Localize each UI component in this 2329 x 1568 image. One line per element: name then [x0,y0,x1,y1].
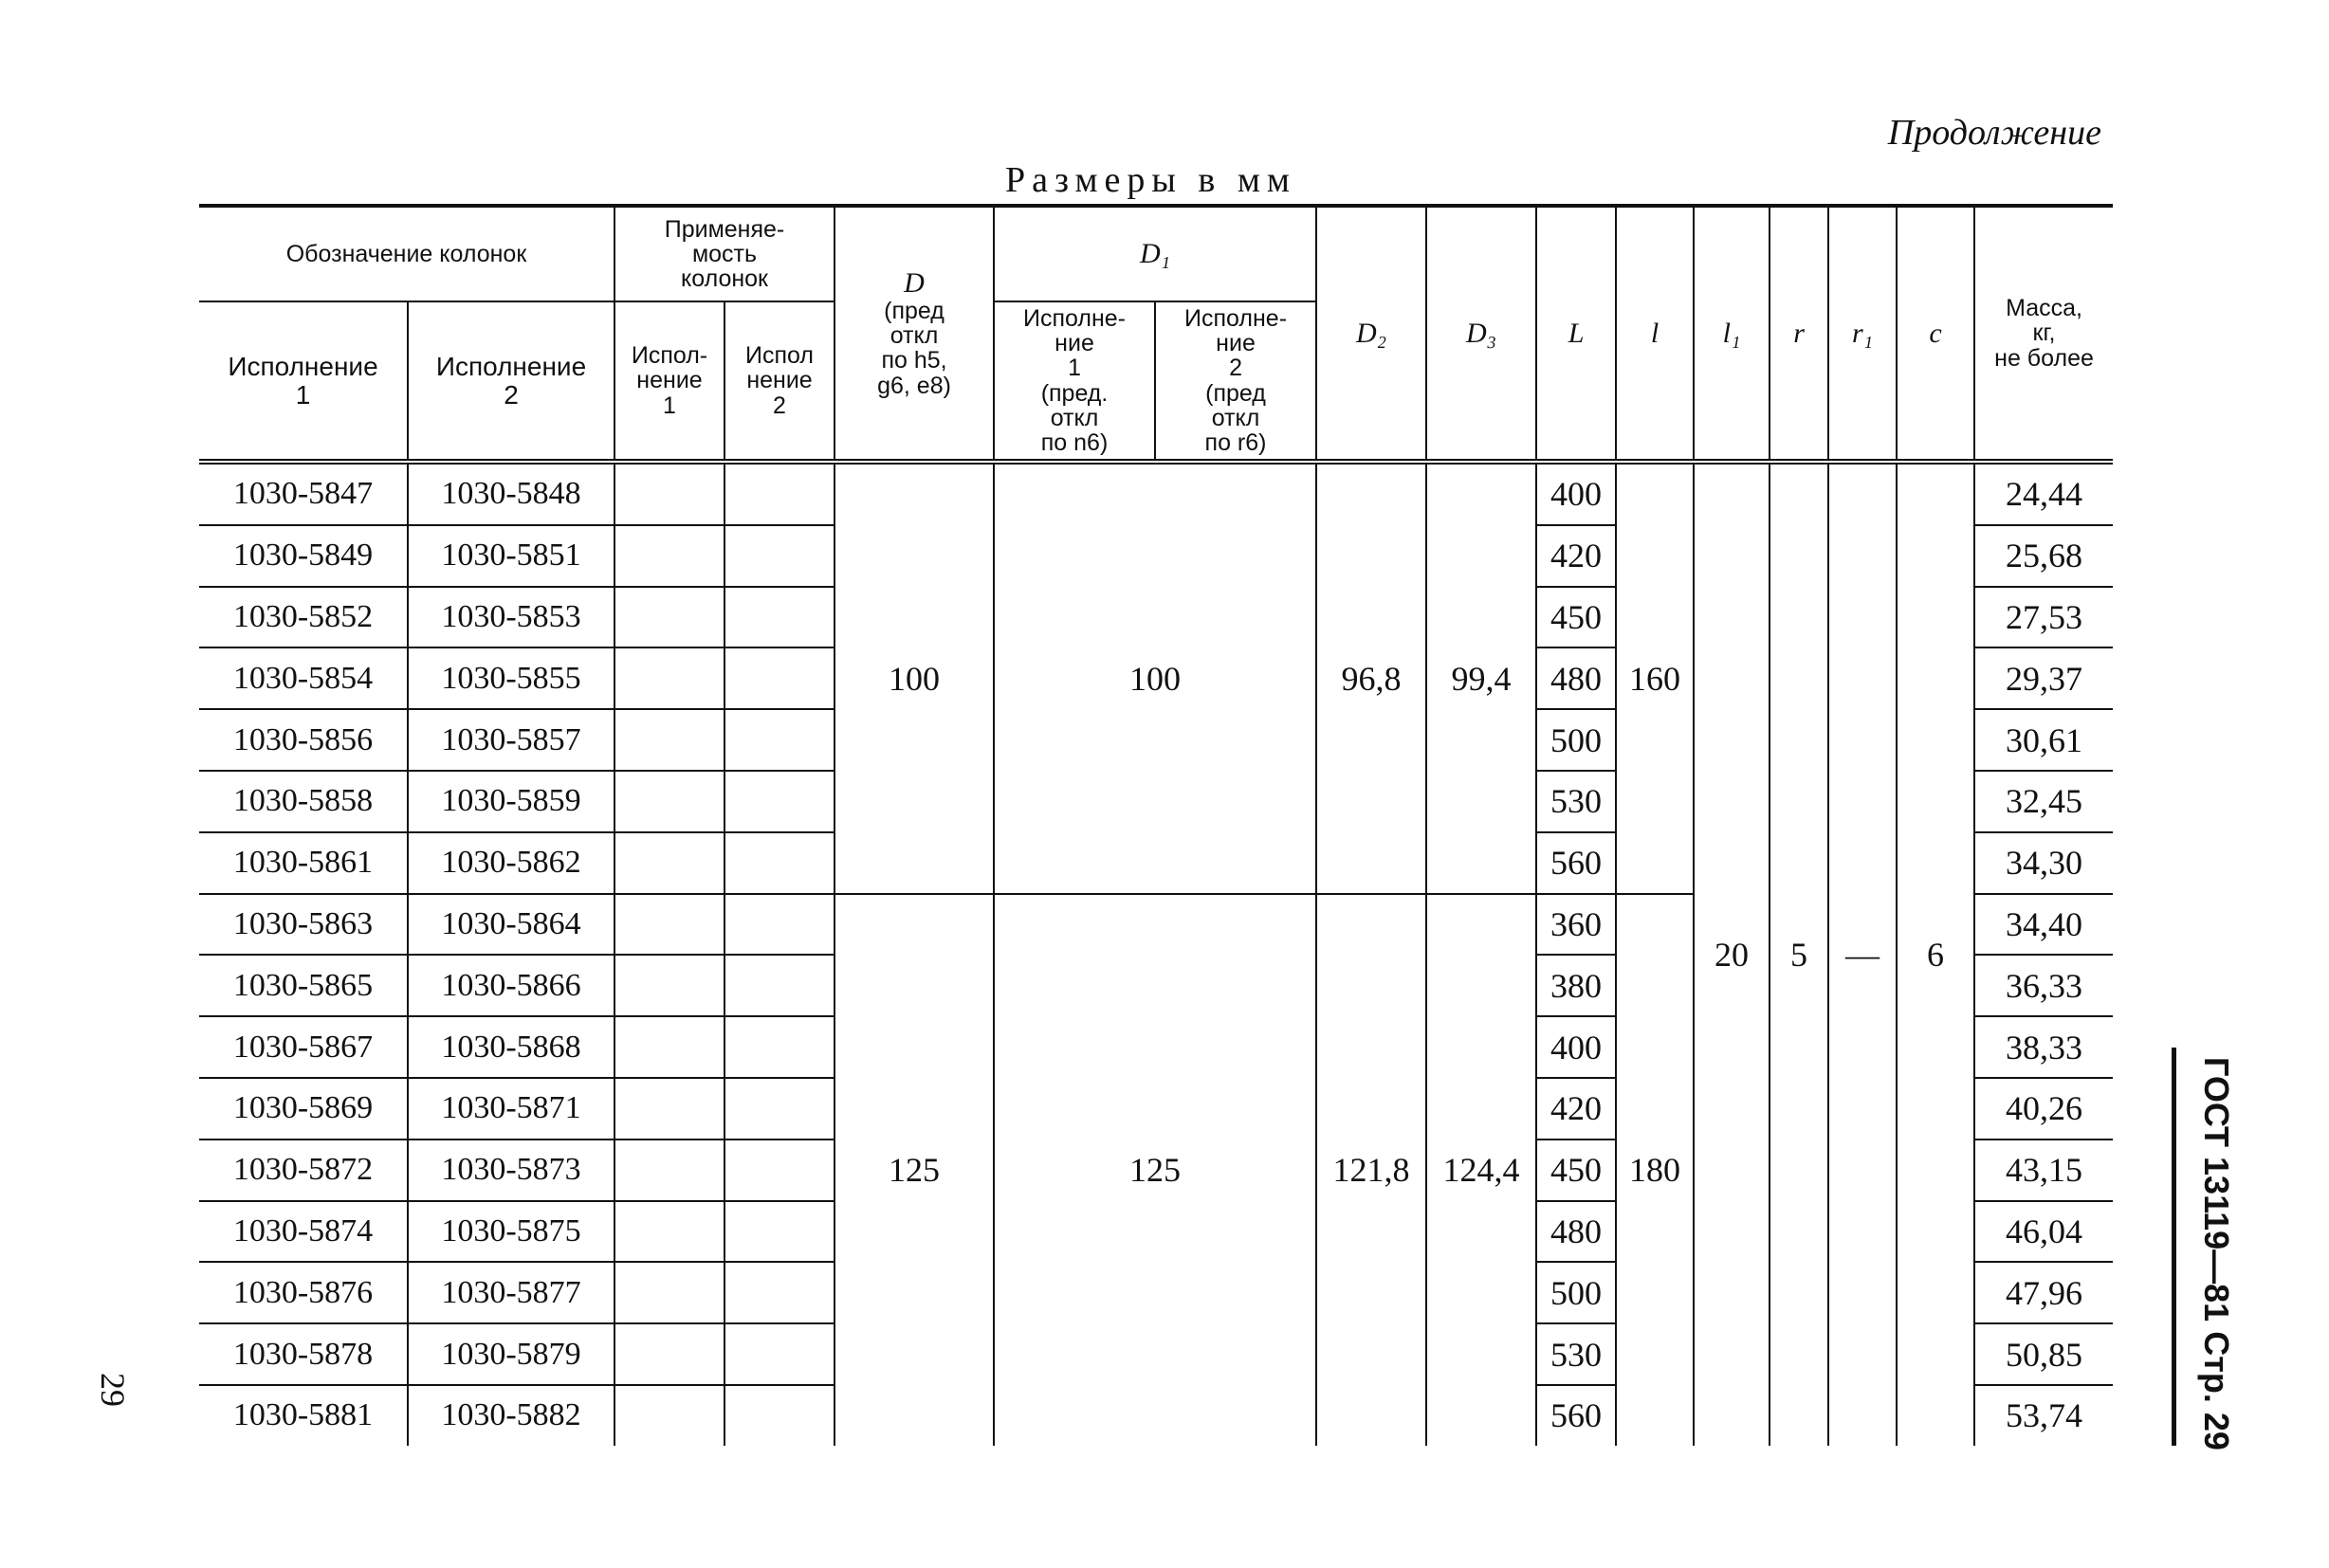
designation-exec1: 1030-5849 [199,525,408,587]
value-L: 450 [1536,587,1616,648]
value-D1: 125 [994,894,1316,1446]
designation-exec2: 1030-5877 [408,1262,614,1323]
value-mass: 43,15 [1974,1140,2113,1201]
gost-label: ГОСТ 13119—81 Стр. 29 [2197,1057,2236,1450]
dimensions-table [199,204,2113,1446]
designation-exec2: 1030-5855 [408,647,614,709]
applicability-exec2 [724,832,834,894]
units-caption: Размеры в мм [1005,160,1296,200]
designation-exec2: 1030-5882 [408,1385,614,1446]
col-D1: D₁ [994,206,1316,301]
value-L: 560 [1536,832,1616,894]
value-L: 360 [1536,894,1616,956]
value-mass: 47,96 [1974,1262,2113,1323]
applicability-exec2 [724,709,834,771]
col-c: c [1897,206,1974,462]
value-mass: 34,40 [1974,894,2113,956]
value-r: 5 [1770,462,1828,1446]
value-mass: 53,74 [1974,1385,2113,1446]
gost-margin-rule [2172,1048,2176,1446]
value-L: 420 [1536,1078,1616,1140]
designation-exec1: 1030-5854 [199,647,408,709]
designation-exec2: 1030-5851 [408,525,614,587]
value-L: 530 [1536,1323,1616,1385]
col-exec2: Исполнение 2 [408,301,614,462]
value-mass: 40,26 [1974,1078,2113,1140]
col-r1: r₁ [1828,206,1897,462]
table-row [199,462,2113,525]
value-D: 100 [834,462,994,894]
value-mass: 25,68 [1974,525,2113,587]
applicability-exec2 [724,647,834,709]
value-D1: 100 [994,462,1316,894]
applicability-exec2 [724,771,834,832]
value-D: 125 [834,894,994,1446]
col-app-exec1: Испол- нение 1 [614,301,724,462]
applicability-exec1 [614,771,724,832]
value-mass: 29,37 [1974,647,2113,709]
page-number: 29 [94,1373,132,1407]
value-D2: 121,8 [1316,894,1426,1446]
applicability-exec2 [724,894,834,956]
applicability-exec1 [614,1262,724,1323]
designation-exec1: 1030-5865 [199,955,408,1016]
col-D [834,206,994,462]
value-mass: 36,33 [1974,955,2113,1016]
applicability-exec1 [614,462,724,525]
value-l1: 20 [1694,462,1770,1446]
col-l: l [1616,206,1694,462]
applicability-exec1 [614,1201,724,1263]
applicability-exec1 [614,1385,724,1446]
designation-exec1: 1030-5881 [199,1385,408,1446]
value-L: 530 [1536,771,1616,832]
value-L: 500 [1536,709,1616,771]
applicability-exec2 [724,955,834,1016]
applicability-exec2 [724,1078,834,1140]
designation-exec2: 1030-5862 [408,832,614,894]
value-L: 480 [1536,1201,1616,1263]
applicability-exec1 [614,832,724,894]
applicability-exec2 [724,525,834,587]
applicability-exec2 [724,1016,834,1078]
value-L: 450 [1536,1140,1616,1201]
value-mass: 38,33 [1974,1016,2113,1078]
value-mass: 32,45 [1974,771,2113,832]
applicability-exec2 [724,587,834,648]
designation-exec1: 1030-5861 [199,832,408,894]
col-D2: D₂ [1316,206,1426,462]
applicability-exec2 [724,462,834,525]
designation-exec1: 1030-5856 [199,709,408,771]
value-c: 6 [1897,462,1974,1446]
applicability-exec2 [724,1323,834,1385]
designation-exec1: 1030-5872 [199,1140,408,1201]
designation-exec1: 1030-5858 [199,771,408,832]
col-applicability: Применяе- мость колонок [614,206,834,301]
table-body [199,462,2113,1446]
designation-exec1: 1030-5863 [199,894,408,956]
value-mass: 46,04 [1974,1201,2113,1263]
col-D-note: (пред откл по h5, g6, e8) [877,297,951,399]
designation-exec2: 1030-5853 [408,587,614,648]
applicability-exec2 [724,1140,834,1201]
designation-exec2: 1030-5848 [408,462,614,525]
col-app-exec2: Испол нение 2 [724,301,834,462]
value-mass: 34,30 [1974,832,2113,894]
value-D3: 124,4 [1426,894,1536,1446]
value-L: 400 [1536,462,1616,525]
designation-exec2: 1030-5864 [408,894,614,956]
applicability-exec1 [614,647,724,709]
value-D3: 99,4 [1426,462,1536,894]
designation-exec2: 1030-5859 [408,771,614,832]
col-exec1: Исполнение 1 [199,301,408,462]
value-L: 400 [1536,1016,1616,1078]
col-D1-exec1: Исполне- ние 1 (пред. откл по n6) [994,301,1155,462]
applicability-exec1 [614,709,724,771]
applicability-exec1 [614,1078,724,1140]
value-l: 160 [1616,462,1694,894]
designation-exec2: 1030-5875 [408,1201,614,1263]
designation-exec1: 1030-5852 [199,587,408,648]
col-r: r [1770,206,1828,462]
applicability-exec1 [614,1140,724,1201]
col-L: L [1536,206,1616,462]
value-mass: 50,85 [1974,1323,2113,1385]
applicability-exec1 [614,587,724,648]
col-designation: Обозначение колонок [199,206,614,301]
designation-exec2: 1030-5866 [408,955,614,1016]
col-D3: D₃ [1426,206,1536,462]
col-l1: l₁ [1694,206,1770,462]
value-L: 500 [1536,1262,1616,1323]
value-L: 480 [1536,647,1616,709]
value-mass: 27,53 [1974,587,2113,648]
col-mass: Масса, кг, не более [1974,206,2113,462]
value-L: 420 [1536,525,1616,587]
applicability-exec1 [614,1323,724,1385]
value-L: 560 [1536,1385,1616,1446]
designation-exec1: 1030-5874 [199,1201,408,1263]
value-l: 180 [1616,894,1694,1446]
designation-exec1: 1030-5876 [199,1262,408,1323]
applicability-exec2 [724,1385,834,1446]
applicability-exec2 [724,1262,834,1323]
value-L: 380 [1536,955,1616,1016]
continuation-label: Продолжение [1887,113,2101,153]
col-D1-exec2: Исполне- ние 2 (пред откл по r6) [1155,301,1316,462]
applicability-exec1 [614,525,724,587]
applicability-exec2 [724,1201,834,1263]
designation-exec1: 1030-5847 [199,462,408,525]
designation-exec2: 1030-5868 [408,1016,614,1078]
value-mass: 24,44 [1974,462,2113,525]
designation-exec2: 1030-5871 [408,1078,614,1140]
designation-exec1: 1030-5869 [199,1078,408,1140]
designation-exec1: 1030-5878 [199,1323,408,1385]
col-D-symbol: D [904,267,925,300]
value-r1: — [1828,462,1897,1446]
designation-exec2: 1030-5879 [408,1323,614,1385]
applicability-exec1 [614,955,724,1016]
value-mass: 30,61 [1974,709,2113,771]
applicability-exec1 [614,894,724,956]
designation-exec1: 1030-5867 [199,1016,408,1078]
applicability-exec1 [614,1016,724,1078]
designation-exec2: 1030-5857 [408,709,614,771]
designation-exec2: 1030-5873 [408,1140,614,1201]
value-D2: 96,8 [1316,462,1426,894]
